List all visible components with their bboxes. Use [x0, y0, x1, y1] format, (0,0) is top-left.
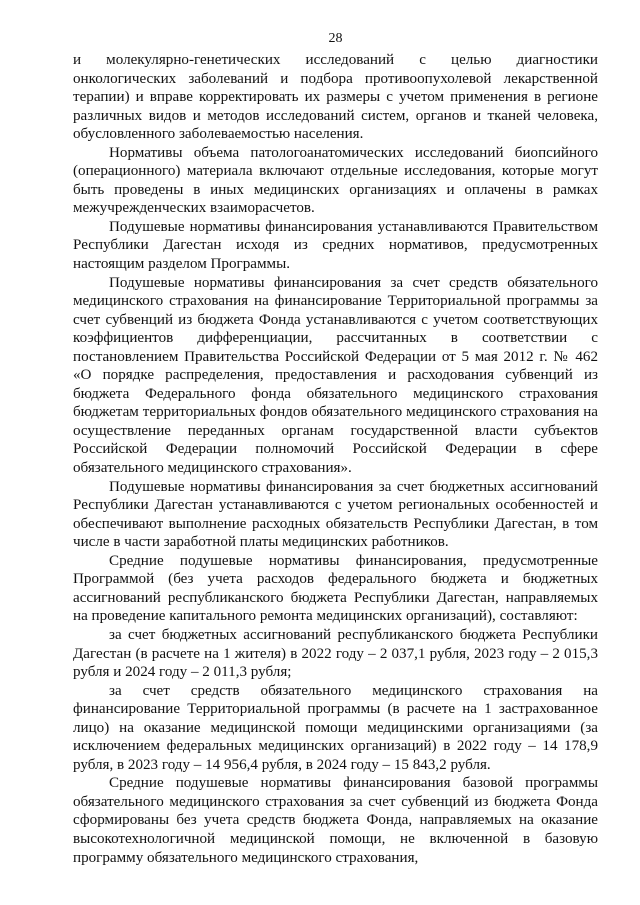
paragraph-5: Подушевые нормативы финансирования за счет бюджетных ассигнований Республики Дагестан устанавливаются с учетом региональных особенностей и обеспечивают выполнение расходных обязательств Республики Дагестан, в том числе в части заработной платы медицинских работников. — [73, 478, 598, 551]
paragraph-4: Подушевые нормативы финансирования за счет средств обязательного медицинского страхования на финансирование Территориальной программы за счет субвенций из бюджета Фонда устанавливаются с учетом соответствующих коэффициентов дифференциации, рассчитанных в соответствии с постановлением Правительства Российской Федерации от 5 мая 2012 г. № 462 «О порядке распределения, предоставления и расходования субвенций из бюджета Федерального фонда обязательного медицинского страхования бюджетам территориальных фондов обязательного медицинского страхования на осуществление переданных органам государственной власти субъектов Российской Федерации полномочий Российской Федерации в сфере обязательного медицинского страхования». — [73, 274, 598, 477]
paragraph-7: за счет бюджетных ассигнований республиканского бюджета Республики Дагестан (в расчете на 1 жителя) в 2022 году – 2 037,1 рубля, 2023 году – 2 015,3 рубля и 2024 году – 2 011,3 рубля; — [73, 626, 598, 681]
paragraph-3: Подушевые нормативы финансирования устанавливаются Правительством Республики Дагестан исходя из средних нормативов, предусмотренных настоящим разделом Программы. — [73, 218, 598, 273]
paragraph-8: за счет средств обязательного медицинского страхования на финансирование Территориальной программы (в расчете на 1 застрахованное лицо) на оказание медицинской помощи медицинскими организациями (за исключением федеральных медицинских организаций) в 2022 году – 14 178,9 рубля, в 2023 году – 14 956,4 рубля, в 2024 году – 15 843,2 рубля. — [73, 682, 598, 773]
paragraph-1: и молекулярно-генетических исследований с целью диагностики онкологических заболеваний и подбора противоопухолевой лекарственной терапии) и вправе корректировать их размеры с учетом применения в регионе различных видов и методов исследований систем, органов и тканей человека, обусловленного заболеваемостью населения. — [73, 52, 598, 143]
paragraph-6: Средние подушевые нормативы финансирования, предусмотренные Программой (без учета расходов федерального бюджета и бюджетных ассигнований республиканского бюджета Республики Дагестан, направляемых на проведение капитального ремонта медицинских организаций), составляют: — [73, 552, 598, 625]
paragraph-2: Нормативы объема патологоанатомических исследований биопсийного (операционного) материала включают отдельные исследования, которые могут быть проведены в иных медицинских организациях и оплачены в рамках межучрежденческих взаиморасчетов. — [73, 144, 598, 217]
page-number: 28 — [328, 31, 343, 46]
paragraph-9: Средние подушевые нормативы финансирования базовой программы обязательного медицинского страхования за счет субвенций из бюджета Фонда сформированы без учета средств бюджета Фонда, направляемых на оказание высокотехнологичной медицинской помощи, не включенной в базовую программу обязательного медицинского страхования, — [73, 775, 598, 866]
